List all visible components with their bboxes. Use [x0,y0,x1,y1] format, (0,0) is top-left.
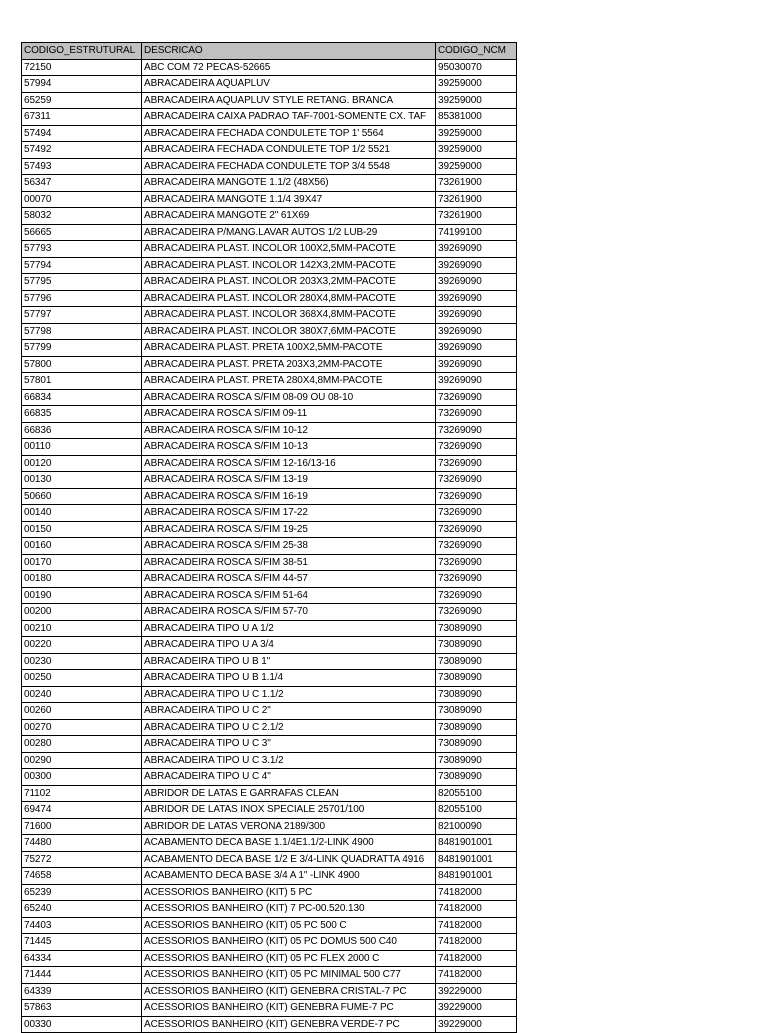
cell-codigo-estrutural[interactable]: 00220 [22,637,142,654]
table-row [22,686,517,703]
cell-descricao[interactable]: ABRACADEIRA PLAST. PRETA 203X3,2MM-PACOTE [142,356,436,373]
table-row [22,785,517,802]
cell-codigo-estrutural[interactable]: 00150 [22,521,142,538]
table-row [22,934,517,951]
cell-codigo-estrutural[interactable]: 56665 [22,224,142,241]
cell-codigo-ncm[interactable]: 74182000 [436,967,517,984]
table-row [22,653,517,670]
cell-codigo-estrutural[interactable]: 57793 [22,241,142,258]
cell-codigo-estrutural[interactable]: 00160 [22,538,142,555]
cell-codigo-ncm[interactable]: 74182000 [436,934,517,951]
cell-descricao[interactable]: ACESSORIOS BANHEIRO (KIT) 7 PC-00.520.130 [142,901,436,918]
cell-codigo-ncm[interactable]: 39259000 [436,125,517,142]
cell-codigo-estrutural[interactable]: 00330 [22,1016,142,1033]
cell-descricao[interactable]: ACABAMENTO DECA BASE 1.1/4E1.1/2-LINK 4900 [142,835,436,852]
table-row [22,1016,517,1033]
cell-codigo-ncm[interactable]: 39269090 [436,241,517,258]
cell-codigo-estrutural[interactable]: 71102 [22,785,142,802]
cell-codigo-ncm[interactable]: 85381000 [436,109,517,126]
table-row [22,505,517,522]
table-row [22,389,517,406]
cell-descricao[interactable]: ABRACADEIRA CAIXA PADRAO TAF-7001-SOMENTE CX. TAF [142,109,436,126]
table-row [22,752,517,769]
cell-descricao[interactable]: ABRACADEIRA MANGOTE 1.1/4 39X47 [142,191,436,208]
cell-codigo-estrutural[interactable]: 00110 [22,439,142,456]
cell-descricao[interactable]: ABRACADEIRA PLAST. INCOLOR 380X7,6MM-PACOTE [142,323,436,340]
cell-descricao[interactable]: ABRACADEIRA TIPO U C 2.1/2 [142,719,436,736]
cell-codigo-ncm[interactable]: 39229000 [436,1016,517,1033]
cell-codigo-ncm[interactable]: 39229000 [436,983,517,1000]
table-row [22,422,517,439]
cell-descricao[interactable]: ABRACADEIRA TIPO U C 3.1/2 [142,752,436,769]
table-row [22,983,517,1000]
cell-codigo-ncm[interactable]: 73089090 [436,637,517,654]
cell-codigo-ncm[interactable]: 73089090 [436,752,517,769]
cell-descricao[interactable]: ABRACADEIRA TIPO U C 3" [142,736,436,753]
cell-codigo-estrutural[interactable]: 74403 [22,917,142,934]
cell-codigo-estrutural[interactable]: 72150 [22,59,142,76]
cell-descricao[interactable]: ACESSORIOS BANHEIRO (KIT) 05 PC MINIMAL 500 C77 [142,967,436,984]
cell-descricao[interactable]: ACESSORIOS BANHEIRO (KIT) GENEBRA CRISTAL-7 PC [142,983,436,1000]
cell-codigo-estrutural[interactable]: 57492 [22,142,142,159]
header-descricao[interactable]: DESCRICAO [142,43,436,60]
cell-codigo-ncm[interactable]: 39269090 [436,274,517,291]
cell-descricao[interactable]: ABRACADEIRA AQUAPLUV STYLE RETANG. BRANCA [142,92,436,109]
cell-codigo-ncm[interactable]: 73089090 [436,719,517,736]
cell-descricao[interactable]: ACESSORIOS BANHEIRO (KIT) 05 PC FLEX 2000 C [142,950,436,967]
cell-codigo-estrutural[interactable]: 57797 [22,307,142,324]
table-row [22,76,517,93]
cell-codigo-ncm[interactable]: 39269090 [436,323,517,340]
cell-codigo-estrutural[interactable]: 64339 [22,983,142,1000]
table-row [22,719,517,736]
cell-descricao[interactable]: ABRIDOR DE LATAS INOX SPECIALE 25701/100 [142,802,436,819]
cell-descricao[interactable]: ABRACADEIRA P/MANG.LAVAR AUTOS 1/2 LUB-29 [142,224,436,241]
cell-codigo-ncm[interactable]: 73269090 [436,505,517,522]
cell-codigo-ncm[interactable]: 74182000 [436,917,517,934]
data-table [21,42,517,1033]
cell-descricao[interactable]: ABRACADEIRA FECHADA CONDULETE TOP 3/4 5548 [142,158,436,175]
cell-codigo-estrutural[interactable]: 00270 [22,719,142,736]
cell-descricao[interactable]: ABRACADEIRA MANGOTE 1.1/2 (48X56) [142,175,436,192]
cell-descricao[interactable]: ACESSORIOS BANHEIRO (KIT) 05 PC DOMUS 500 C40 [142,934,436,951]
cell-descricao[interactable]: ABRACADEIRA TIPO U B 1" [142,653,436,670]
cell-descricao[interactable]: ACESSORIOS BANHEIRO (KIT) GENEBRA VERDE-7 PC [142,1016,436,1033]
table-row [22,488,517,505]
cell-codigo-ncm[interactable]: 73089090 [436,736,517,753]
header-codigo-ncm[interactable]: CODIGO_NCM [436,43,517,60]
cell-codigo-ncm[interactable]: 39259000 [436,142,517,159]
cell-codigo-estrutural[interactable]: 71600 [22,818,142,835]
cell-descricao[interactable]: ABRACADEIRA TIPO U C 2" [142,703,436,720]
cell-descricao[interactable]: ABRACADEIRA TIPO U C 1.1/2 [142,686,436,703]
table-row [22,274,517,291]
cell-codigo-estrutural[interactable]: 00290 [22,752,142,769]
cell-descricao[interactable]: ABRACADEIRA ROSCA S/FIM 25-38 [142,538,436,555]
cell-codigo-estrutural[interactable]: 56347 [22,175,142,192]
cell-descricao[interactable]: ABRACADEIRA PLAST. INCOLOR 142X3,2MM-PACOTE [142,257,436,274]
cell-descricao[interactable]: ABRACADEIRA ROSCA S/FIM 12-16/13-16 [142,455,436,472]
cell-codigo-ncm[interactable]: 73089090 [436,769,517,786]
table-row [22,158,517,175]
cell-descricao[interactable]: ABRACADEIRA ROSCA S/FIM 19-25 [142,521,436,538]
table-row [22,142,517,159]
cell-descricao[interactable]: ABRACADEIRA PLAST. INCOLOR 203X3,2MM-PACOTE [142,274,436,291]
table-row [22,521,517,538]
cell-codigo-ncm[interactable]: 74182000 [436,901,517,918]
cell-codigo-estrutural[interactable]: 57799 [22,340,142,357]
cell-codigo-estrutural[interactable]: 67311 [22,109,142,126]
table-row [22,241,517,258]
cell-codigo-ncm[interactable]: 39269090 [436,373,517,390]
cell-codigo-estrutural[interactable]: 65259 [22,92,142,109]
table-row [22,950,517,967]
cell-descricao[interactable]: ABRACADEIRA PLAST. INCOLOR 368X4,8MM-PACOTE [142,307,436,324]
cell-codigo-ncm[interactable]: 82100090 [436,818,517,835]
cell-descricao[interactable]: ABRACADEIRA ROSCA S/FIM 10-12 [142,422,436,439]
cell-descricao[interactable]: ACABAMENTO DECA BASE 1/2 E 3/4-LINK QUADRATTA 4916 [142,851,436,868]
cell-codigo-estrutural[interactable]: 00170 [22,554,142,571]
table-row [22,307,517,324]
cell-codigo-estrutural[interactable]: 57994 [22,76,142,93]
cell-codigo-ncm[interactable]: 73269090 [436,406,517,423]
cell-codigo-estrutural[interactable]: 00130 [22,472,142,489]
cell-descricao[interactable]: ABRACADEIRA TIPO U B 1.1/4 [142,670,436,687]
cell-descricao[interactable]: ABRACADEIRA ROSCA S/FIM 38-51 [142,554,436,571]
cell-codigo-ncm[interactable]: 74182000 [436,884,517,901]
cell-codigo-ncm[interactable]: 73269090 [436,554,517,571]
cell-descricao[interactable]: ABRACADEIRA AQUAPLUV [142,76,436,93]
cell-descricao[interactable]: ACESSORIOS BANHEIRO (KIT) 5 PC [142,884,436,901]
cell-descricao[interactable]: ABC COM 72 PECAS-52665 [142,59,436,76]
table-row [22,191,517,208]
cell-descricao[interactable]: ABRACADEIRA ROSCA S/FIM 57-70 [142,604,436,621]
cell-codigo-estrutural[interactable]: 00230 [22,653,142,670]
cell-codigo-ncm[interactable]: 73269090 [436,389,517,406]
cell-descricao[interactable]: ACESSORIOS BANHEIRO (KIT) GENEBRA FUME-7 PC [142,1000,436,1017]
cell-descricao[interactable]: ABRIDOR DE LATAS E GARRAFAS CLEAN [142,785,436,802]
cell-codigo-ncm[interactable]: 95030070 [436,59,517,76]
cell-codigo-ncm[interactable]: 73089090 [436,620,517,637]
cell-codigo-estrutural[interactable]: 00240 [22,686,142,703]
cell-codigo-ncm[interactable]: 73269090 [436,538,517,555]
cell-codigo-ncm[interactable]: 39229000 [436,1000,517,1017]
table-row [22,917,517,934]
table-row [22,175,517,192]
cell-codigo-ncm[interactable]: 73261900 [436,191,517,208]
cell-codigo-ncm[interactable]: 39269090 [436,340,517,357]
table-row [22,604,517,621]
cell-codigo-estrutural[interactable]: 00300 [22,769,142,786]
cell-codigo-estrutural[interactable]: 75272 [22,851,142,868]
cell-descricao[interactable]: ABRACADEIRA FECHADA CONDULETE TOP 1' 5564 [142,125,436,142]
cell-codigo-estrutural[interactable]: 00190 [22,587,142,604]
table-row [22,670,517,687]
table-row [22,538,517,555]
cell-codigo-estrutural[interactable]: 57798 [22,323,142,340]
cell-descricao[interactable]: ABRACADEIRA TIPO U C 4" [142,769,436,786]
cell-codigo-ncm[interactable]: 73089090 [436,653,517,670]
table-row [22,967,517,984]
cell-descricao[interactable]: ABRACADEIRA TIPO U A 1/2 [142,620,436,637]
cell-codigo-estrutural[interactable]: 66836 [22,422,142,439]
cell-codigo-ncm[interactable]: 39259000 [436,158,517,175]
cell-descricao[interactable]: ABRACADEIRA MANGOTE 2" 61X69 [142,208,436,225]
cell-codigo-ncm[interactable]: 8481901001 [436,868,517,885]
table-row [22,92,517,109]
cell-codigo-ncm[interactable]: 39259000 [436,92,517,109]
cell-codigo-ncm[interactable]: 73269090 [436,439,517,456]
table-row [22,620,517,637]
cell-codigo-ncm[interactable]: 73269090 [436,521,517,538]
cell-descricao[interactable]: ABRACADEIRA FECHADA CONDULETE TOP 1/2 5521 [142,142,436,159]
cell-codigo-estrutural[interactable]: 57863 [22,1000,142,1017]
cell-descricao[interactable]: ABRACADEIRA ROSCA S/FIM 10-13 [142,439,436,456]
cell-codigo-ncm[interactable]: 73269090 [436,604,517,621]
cell-descricao[interactable]: ACABAMENTO DECA BASE 3/4 A 1" -LINK 4900 [142,868,436,885]
cell-codigo-estrutural[interactable]: 71445 [22,934,142,951]
cell-codigo-estrutural[interactable]: 00280 [22,736,142,753]
table-row [22,554,517,571]
cell-descricao[interactable]: ABRACADEIRA ROSCA S/FIM 16-19 [142,488,436,505]
cell-codigo-estrutural[interactable]: 57800 [22,356,142,373]
table-row [22,571,517,588]
cell-codigo-ncm[interactable]: 73089090 [436,670,517,687]
cell-descricao[interactable]: ABRACADEIRA PLAST. INCOLOR 280X4,8MM-PACOTE [142,290,436,307]
table-row [22,109,517,126]
cell-codigo-estrutural[interactable]: 00260 [22,703,142,720]
cell-descricao[interactable]: ABRIDOR DE LATAS VERONA 2189/300 [142,818,436,835]
table-row [22,373,517,390]
cell-codigo-ncm[interactable]: 39269090 [436,257,517,274]
table-row [22,472,517,489]
table-row [22,901,517,918]
cell-codigo-ncm[interactable]: 8481901001 [436,835,517,852]
cell-codigo-estrutural[interactable]: 66835 [22,406,142,423]
table-row [22,1000,517,1017]
table-row [22,439,517,456]
table-row [22,769,517,786]
cell-descricao[interactable]: ABRACADEIRA PLAST. INCOLOR 100X2,5MM-PACOTE [142,241,436,258]
cell-codigo-ncm[interactable]: 8481901001 [436,851,517,868]
cell-codigo-estrutural[interactable]: 74480 [22,835,142,852]
table-row [22,406,517,423]
cell-codigo-ncm[interactable]: 73269090 [436,472,517,489]
table-row [22,703,517,720]
table-row [22,851,517,868]
cell-codigo-estrutural[interactable]: 71444 [22,967,142,984]
table-row [22,340,517,357]
cell-codigo-estrutural[interactable]: 64334 [22,950,142,967]
table-row [22,125,517,142]
table-row [22,835,517,852]
cell-codigo-estrutural[interactable]: 00210 [22,620,142,637]
cell-codigo-ncm[interactable]: 73261900 [436,175,517,192]
cell-descricao[interactable]: ABRACADEIRA ROSCA S/FIM 17-22 [142,505,436,522]
cell-descricao[interactable]: ABRACADEIRA PLAST. PRETA 280X4,8MM-PACOTE [142,373,436,390]
cell-codigo-ncm[interactable]: 73269090 [436,422,517,439]
table-row [22,323,517,340]
table-row [22,356,517,373]
table-row [22,884,517,901]
table-row [22,637,517,654]
cell-codigo-estrutural[interactable]: 57795 [22,274,142,291]
cell-codigo-estrutural[interactable]: 00070 [22,191,142,208]
cell-codigo-estrutural[interactable]: 69474 [22,802,142,819]
cell-codigo-ncm[interactable]: 39269090 [436,356,517,373]
table-row [22,587,517,604]
header-row [22,43,517,60]
cell-descricao[interactable]: ABRACADEIRA ROSCA S/FIM 08-09 OU 08-10 [142,389,436,406]
table-row [22,736,517,753]
cell-codigo-estrutural[interactable]: 65240 [22,901,142,918]
table-row [22,257,517,274]
header-codigo-estrutural[interactable]: CODIGO_ESTRUTURAL [22,43,142,60]
cell-codigo-estrutural[interactable]: 50660 [22,488,142,505]
cell-codigo-estrutural[interactable]: 74658 [22,868,142,885]
cell-codigo-estrutural[interactable]: 00120 [22,455,142,472]
table-row [22,868,517,885]
cell-descricao[interactable]: ABRACADEIRA ROSCA S/FIM 09-11 [142,406,436,423]
cell-codigo-ncm[interactable]: 82055100 [436,802,517,819]
cell-codigo-ncm[interactable]: 39259000 [436,76,517,93]
cell-descricao[interactable]: ACESSORIOS BANHEIRO (KIT) 05 PC 500 C [142,917,436,934]
cell-codigo-estrutural[interactable]: 57494 [22,125,142,142]
cell-codigo-estrutural[interactable]: 66834 [22,389,142,406]
cell-codigo-ncm[interactable]: 74199100 [436,224,517,241]
cell-descricao[interactable]: ABRACADEIRA TIPO U A 3/4 [142,637,436,654]
table-row [22,59,517,76]
cell-codigo-estrutural[interactable]: 00200 [22,604,142,621]
cell-codigo-estrutural[interactable]: 00250 [22,670,142,687]
cell-codigo-ncm[interactable]: 74182000 [436,950,517,967]
cell-codigo-estrutural[interactable]: 00180 [22,571,142,588]
cell-codigo-ncm[interactable]: 73261900 [436,208,517,225]
table-row [22,802,517,819]
cell-codigo-estrutural[interactable]: 65239 [22,884,142,901]
cell-codigo-ncm[interactable]: 39269090 [436,307,517,324]
table-row [22,290,517,307]
cell-codigo-ncm[interactable]: 73089090 [436,686,517,703]
cell-descricao[interactable]: ABRACADEIRA ROSCA S/FIM 13-19 [142,472,436,489]
cell-codigo-estrutural[interactable]: 57493 [22,158,142,175]
table-row [22,818,517,835]
table-row [22,208,517,225]
cell-codigo-estrutural[interactable]: 00140 [22,505,142,522]
cell-codigo-ncm[interactable]: 39269090 [436,290,517,307]
cell-codigo-ncm[interactable]: 73269090 [436,571,517,588]
cell-codigo-ncm[interactable]: 73089090 [436,703,517,720]
cell-descricao[interactable]: ABRACADEIRA ROSCA S/FIM 51-64 [142,587,436,604]
cell-codigo-estrutural[interactable]: 58032 [22,208,142,225]
cell-descricao[interactable]: ABRACADEIRA PLAST. PRETA 100X2,5MM-PACOTE [142,340,436,357]
cell-codigo-estrutural[interactable]: 57794 [22,257,142,274]
cell-codigo-ncm[interactable]: 73269090 [436,455,517,472]
cell-codigo-estrutural[interactable]: 57801 [22,373,142,390]
cell-codigo-ncm[interactable]: 82055100 [436,785,517,802]
cell-descricao[interactable]: ABRACADEIRA ROSCA S/FIM 44-57 [142,571,436,588]
cell-codigo-estrutural[interactable]: 57796 [22,290,142,307]
table-row [22,455,517,472]
table-row [22,224,517,241]
cell-codigo-ncm[interactable]: 73269090 [436,488,517,505]
cell-codigo-ncm[interactable]: 73269090 [436,587,517,604]
